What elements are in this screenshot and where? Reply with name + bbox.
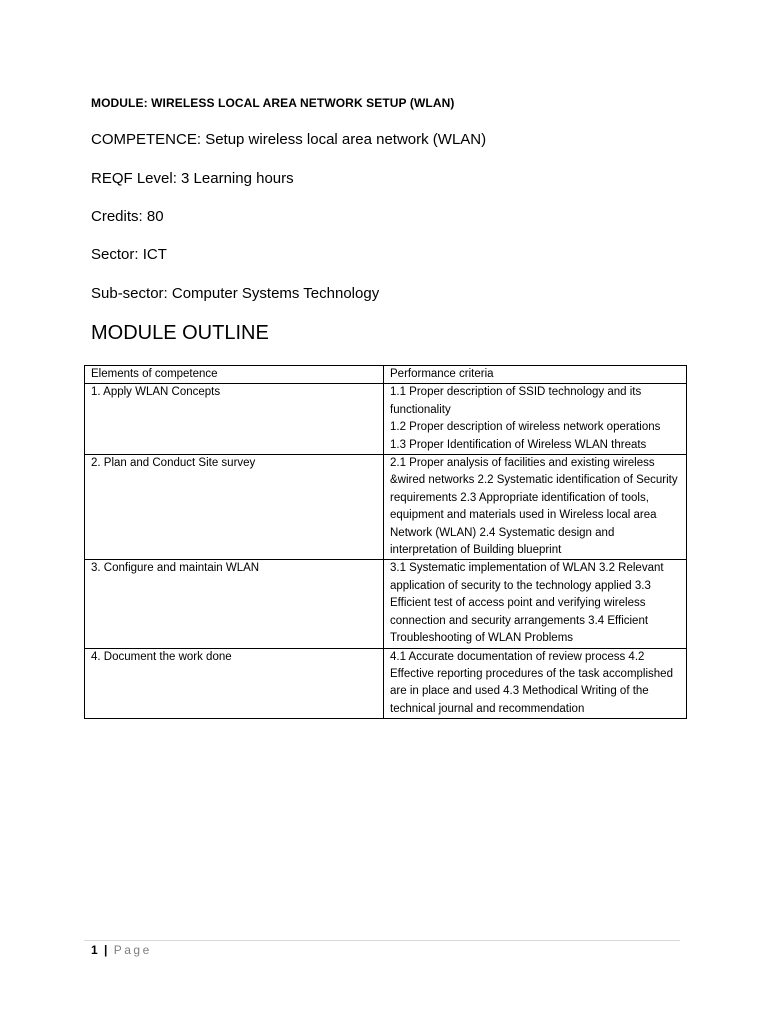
credits-value: 80 — [146, 208, 164, 225]
subsector-value: Computer Systems Technology — [171, 285, 380, 302]
footer-divider — [84, 940, 680, 941]
header-performance-criteria: Performance criteria — [384, 366, 687, 384]
competence-line — [91, 131, 486, 148]
criteria-item: 3.1 Systematic implementation of WLAN 3.2 Relevant application of security to the technology applied 3.3 Efficient test of access point and verifying wireless connection and security arrangements 3.4 Efficient Troubleshooting of WLAN Problems — [390, 562, 664, 645]
reqf-level-value: 3 Learning hours — [181, 170, 294, 187]
credits-line — [91, 208, 164, 225]
page-number: 1 — [91, 943, 98, 957]
credits-label: Credits: — [91, 208, 143, 225]
table-row — [85, 648, 687, 719]
criteria-cell — [384, 648, 687, 719]
sector-line — [91, 246, 167, 263]
module-title: MODULE: WIRELESS LOCAL AREA NETWORK SETUP (WLAN) — [91, 96, 455, 110]
element-cell: 1. Apply WLAN Concepts — [85, 384, 384, 455]
element-cell: 4. Document the work done — [85, 648, 384, 719]
criteria-item: 1.2 Proper description of wireless network operations — [390, 421, 661, 434]
criteria-item: 2.1 Proper analysis of facilities and existing wireless &wired networks 2.2 Systematic identification of Security requirements 2.3 Appropriate identification of tools, equipment and materials used in Wireless local area Network (WLAN) 2.4 Systematic design and interpretation of Building blueprint — [390, 457, 678, 557]
criteria-cell — [384, 384, 687, 455]
sector-label: Sector: — [91, 246, 139, 263]
competence-label: COMPETENCE: — [91, 131, 202, 148]
criteria-item: 1.3 Proper Identification of Wireless WLAN threats — [390, 438, 647, 451]
subsector-line — [91, 285, 379, 302]
table-row — [85, 384, 687, 455]
criteria-cell — [384, 560, 687, 648]
competence-value: Setup wireless local area network (WLAN) — [205, 131, 487, 148]
sector-value: ICT — [142, 246, 167, 263]
table-header-row — [85, 366, 687, 384]
table-row — [85, 455, 687, 560]
module-outline-heading: MODULE OUTLINE — [91, 322, 269, 344]
reqf-level-label: REQF Level: — [91, 170, 177, 187]
element-cell: 3. Configure and maintain WLAN — [85, 560, 384, 648]
element-cell: 2. Plan and Conduct Site survey — [85, 455, 384, 560]
module-outline-table — [84, 365, 687, 719]
header-elements-of-competence: Elements of competence — [85, 366, 384, 384]
criteria-cell — [384, 455, 687, 560]
reqf-level-line — [91, 170, 294, 187]
subsector-label: Sub-sector: — [91, 285, 168, 302]
criteria-item: 4.1 Accurate documentation of review process 4.2 Effective reporting procedures of the task accomplished are in place and used 4.3 Methodical Writing of the technical journal and recommendation — [390, 650, 673, 715]
page-footer — [91, 943, 152, 957]
table-row — [85, 560, 687, 648]
page-separator: | — [104, 943, 108, 957]
criteria-item: 1.1 Proper description of SSID technology and its functionality — [390, 386, 642, 416]
page-label: Page — [113, 943, 152, 957]
